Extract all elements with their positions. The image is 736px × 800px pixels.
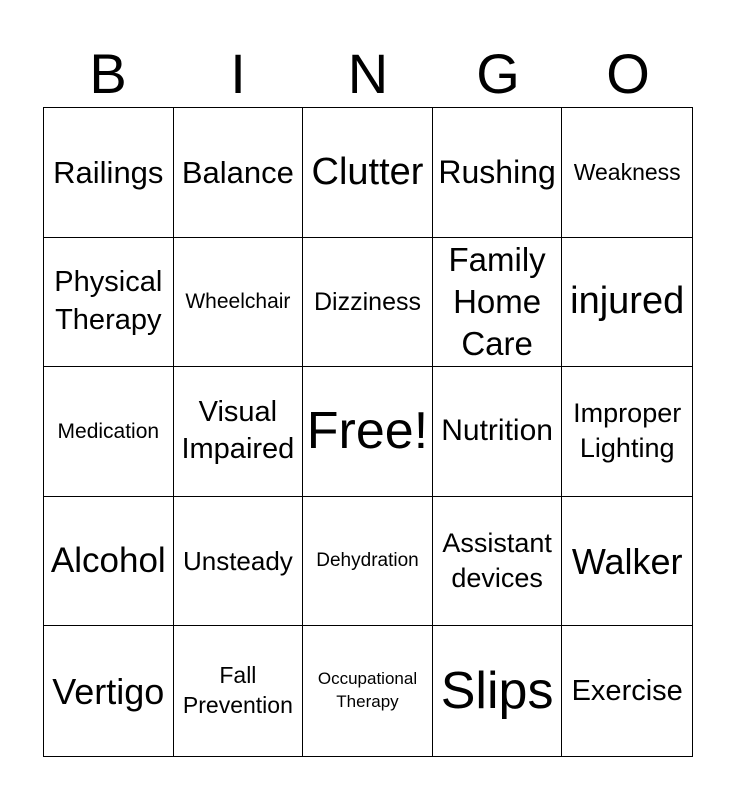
bingo-cell-label: Unsteady [182, 545, 293, 576]
bingo-cell-label: Dizziness [314, 287, 421, 316]
bingo-cell-label: Vertigo [52, 670, 165, 712]
bingo-cell-r3-c1[interactable] [44, 367, 174, 497]
bingo-cell-r1-c1[interactable] [44, 108, 174, 238]
bingo-cell-label: Physical Therapy [54, 266, 163, 336]
bingo-cell-r2-c1[interactable] [44, 238, 174, 368]
bingo-cell-label: injured [570, 280, 685, 323]
bingo-cell-r5-c4[interactable] [433, 626, 563, 756]
bingo-cell-label: Medication [57, 419, 160, 443]
bingo-cell-r3-c3[interactable] [303, 367, 433, 497]
bingo-header [43, 40, 693, 108]
bingo-cell-r3-c5[interactable] [562, 367, 692, 497]
bingo-cell-label: Nutrition [441, 414, 553, 448]
bingo-cell-label: Walker [571, 540, 683, 582]
bingo-cell-r1-c4[interactable] [433, 108, 563, 238]
bingo-cell-label: Railings [53, 154, 164, 190]
bingo-cell-label: Exercise [571, 674, 683, 707]
bingo-cell-r2-c4[interactable] [433, 238, 563, 368]
bingo-cell-r5-c5[interactable] [562, 626, 692, 756]
header-letter-b: B [89, 42, 127, 105]
bingo-cell-r1-c2[interactable] [174, 108, 304, 238]
bingo-cell-label: Assistant devices [442, 528, 552, 594]
bingo-cell-label: Rushing [438, 154, 556, 191]
header-letter-o: O [606, 42, 650, 105]
header-letter-g: G [476, 42, 520, 105]
bingo-cell-r5-c2[interactable] [174, 626, 304, 756]
bingo-cell-r5-c3[interactable] [303, 626, 433, 756]
bingo-cell-label: Weakness [573, 158, 681, 185]
bingo-cell-r2-c3[interactable] [303, 238, 433, 368]
bingo-cell-r4-c3[interactable] [303, 497, 433, 627]
bingo-cell-r5-c1[interactable] [44, 626, 174, 756]
bingo-cell-label: Wheelchair [185, 290, 291, 314]
bingo-cell-r3-c4[interactable] [433, 367, 563, 497]
bingo-cell-label: Free! [306, 402, 429, 461]
bingo-cell-label: Balance [181, 154, 294, 190]
bingo-cell-r4-c1[interactable] [44, 497, 174, 627]
bingo-card-grid [43, 107, 693, 757]
bingo-cell-r2-c5[interactable] [562, 238, 692, 368]
bingo-cell-label: Family Home Care [448, 241, 546, 362]
bingo-cell-r2-c2[interactable] [174, 238, 304, 368]
bingo-cell-r4-c4[interactable] [433, 497, 563, 627]
bingo-cell-label: Alcohol [50, 541, 166, 581]
bingo-cell-r1-c3[interactable] [303, 108, 433, 238]
header-letter-n: N [347, 42, 389, 105]
bingo-cell-r1-c5[interactable] [562, 108, 692, 238]
bingo-cell-label: Visual Impaired [181, 395, 295, 466]
bingo-cell-r3-c2[interactable] [174, 367, 304, 497]
header-letter-i: I [230, 42, 246, 105]
bingo-cell-label: Slips [440, 662, 554, 720]
bingo-cell-label: Fall Prevention [182, 662, 293, 719]
bingo-cell-label: Improper Lighting [573, 398, 682, 464]
bingo-cell-r4-c2[interactable] [174, 497, 304, 627]
bingo-cell-label: Clutter [311, 150, 424, 193]
bingo-cell-r4-c5[interactable] [562, 497, 692, 627]
bingo-cell-label: Dehydration [316, 549, 419, 571]
bingo-cell-label: Occupational Therapy [317, 669, 418, 712]
